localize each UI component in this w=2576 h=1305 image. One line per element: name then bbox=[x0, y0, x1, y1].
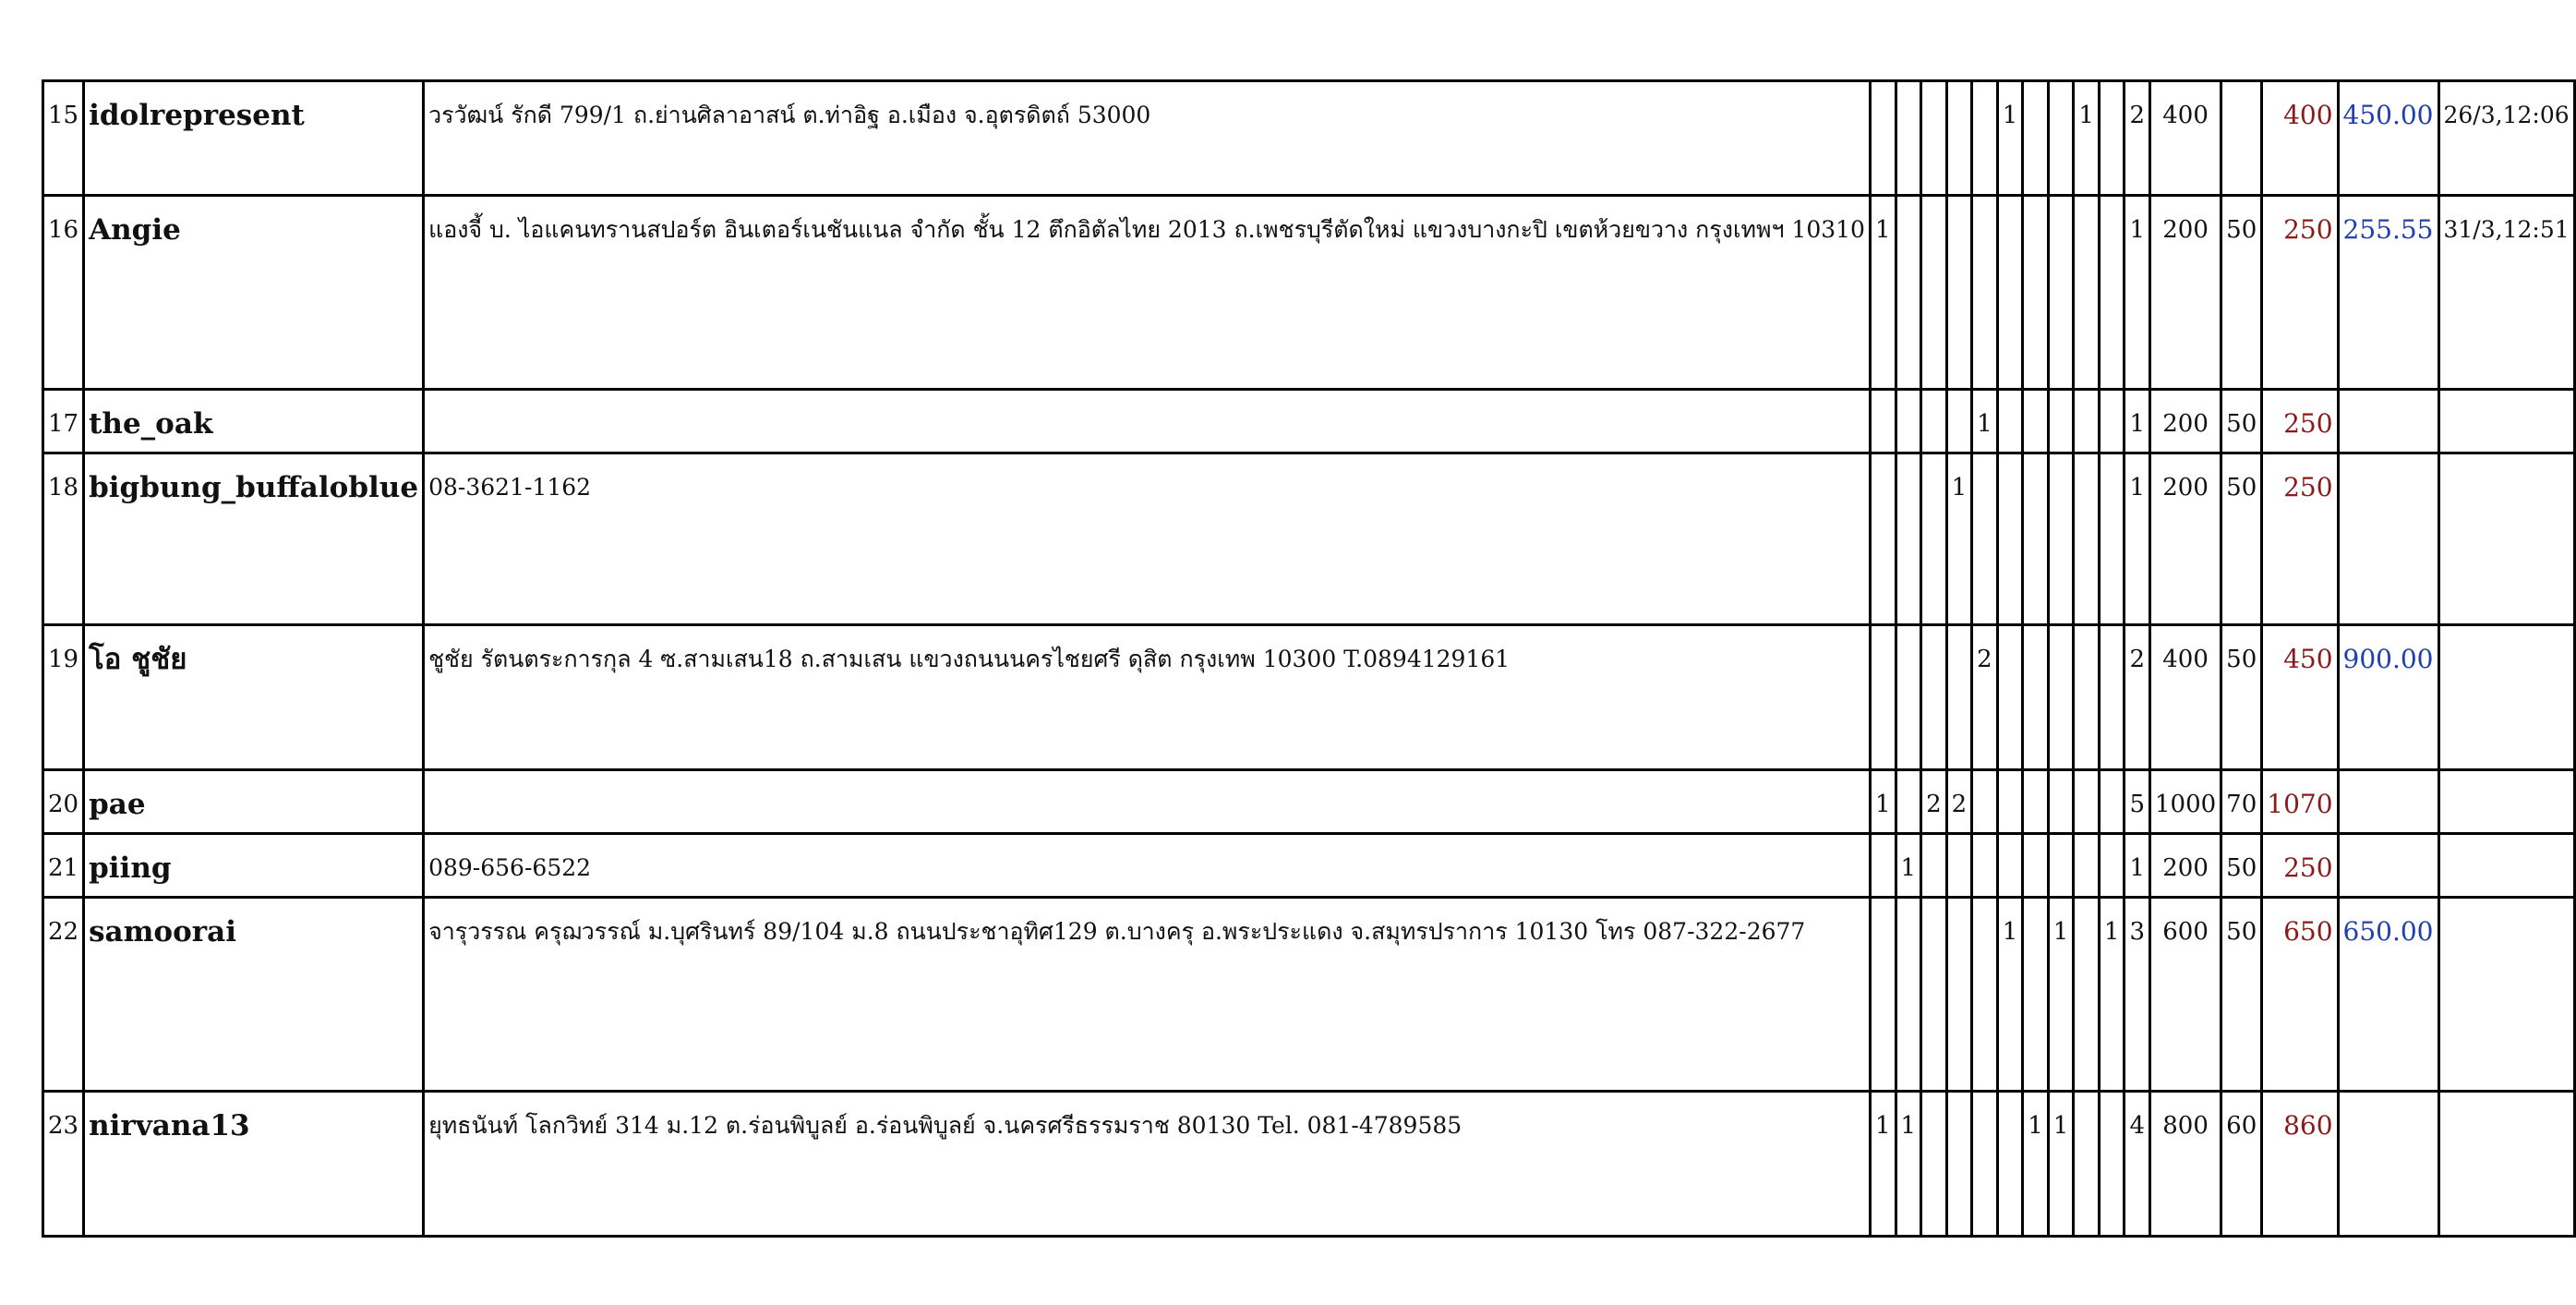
item-quantity-cell bbox=[2048, 196, 2074, 390]
address: 08-3621-1162 bbox=[424, 453, 1871, 625]
table-row bbox=[43, 625, 2575, 770]
item-quantity-cell: 1 bbox=[1870, 770, 1896, 834]
amount-paid: 900.00 bbox=[2338, 625, 2438, 770]
username: Angie bbox=[84, 196, 424, 390]
item-quantity-cell bbox=[1997, 834, 2023, 898]
payment-date bbox=[2438, 453, 2574, 625]
item-quantity-cell bbox=[2074, 453, 2100, 625]
table-row bbox=[43, 770, 2575, 834]
orders-table bbox=[42, 79, 2576, 1238]
amount-paid: 650.00 bbox=[2338, 898, 2438, 1092]
row-number: 15 bbox=[43, 81, 84, 196]
item-quantity-cell bbox=[1997, 196, 2023, 390]
payment-date bbox=[2438, 1092, 2574, 1237]
total-quantity: 2 bbox=[2125, 625, 2150, 770]
row-number: 16 bbox=[43, 196, 84, 390]
item-quantity-cell bbox=[1997, 453, 2023, 625]
total-quantity: 5 bbox=[2125, 770, 2150, 834]
item-quantity-cell: 2 bbox=[1921, 770, 1947, 834]
table-row bbox=[43, 1092, 2575, 1237]
row-number: 18 bbox=[43, 453, 84, 625]
item-quantity-cell bbox=[2099, 625, 2125, 770]
shipping-fee: 50 bbox=[2221, 453, 2262, 625]
item-quantity-cell: 1 bbox=[1870, 1092, 1896, 1237]
item-quantity-cell bbox=[2099, 834, 2125, 898]
item-quantity-cell bbox=[1946, 1092, 1972, 1237]
address bbox=[424, 390, 1871, 453]
item-quantity-cell: 1 bbox=[1896, 1092, 1921, 1237]
address: แองจี้ บ. ไอแคนทรานสปอร์ต อินเตอร์เนชันแนล จำกัด ชั้น 12 ตึกอิตัลไทย 2013 ถ.เพชรบุรีตัดใหม่ แขวงบางกะปิ เขตห้วยขวาง กรุงเทพฯ 10310 bbox=[424, 196, 1871, 390]
shipping-fee: 50 bbox=[2221, 390, 2262, 453]
grand-total: 650 bbox=[2262, 898, 2338, 1092]
grand-total: 250 bbox=[2262, 196, 2338, 390]
username: the_oak bbox=[84, 390, 424, 453]
item-quantity-cell bbox=[2048, 770, 2074, 834]
item-quantity-cell bbox=[1972, 81, 1998, 196]
address bbox=[424, 770, 1871, 834]
row-number: 22 bbox=[43, 898, 84, 1092]
row-number: 19 bbox=[43, 625, 84, 770]
item-quantity-cell bbox=[2099, 770, 2125, 834]
item-quantity-cell bbox=[1921, 196, 1947, 390]
item-quantity-cell bbox=[1870, 390, 1896, 453]
item-quantity-cell bbox=[1946, 898, 1972, 1092]
item-quantity-cell bbox=[1972, 1092, 1998, 1237]
item-quantity-cell bbox=[2023, 625, 2049, 770]
item-quantity-cell bbox=[2048, 625, 2074, 770]
item-quantity-cell bbox=[1972, 453, 1998, 625]
item-quantity-cell bbox=[2074, 1092, 2100, 1237]
subtotal: 200 bbox=[2149, 834, 2221, 898]
item-quantity-cell bbox=[1946, 81, 1972, 196]
row-number: 17 bbox=[43, 390, 84, 453]
item-quantity-cell bbox=[2099, 1092, 2125, 1237]
row-number: 21 bbox=[43, 834, 84, 898]
item-quantity-cell bbox=[2099, 453, 2125, 625]
item-quantity-cell bbox=[1972, 898, 1998, 1092]
total-quantity: 1 bbox=[2125, 834, 2150, 898]
item-quantity-cell bbox=[1896, 390, 1921, 453]
username: piing bbox=[84, 834, 424, 898]
item-quantity-cell: 1 bbox=[1972, 390, 1998, 453]
amount-paid bbox=[2338, 1092, 2438, 1237]
subtotal: 600 bbox=[2149, 898, 2221, 1092]
address: วรวัฒน์ รักดี 799/1 ถ.ย่านศิลาอาสน์ ต.ท่าอิฐ อ.เมือง จ.อุตรดิตถ์ 53000 bbox=[424, 81, 1871, 196]
item-quantity-cell bbox=[2023, 834, 2049, 898]
total-quantity: 2 bbox=[2125, 81, 2150, 196]
amount-paid bbox=[2338, 834, 2438, 898]
table-row bbox=[43, 453, 2575, 625]
item-quantity-cell: 1 bbox=[2048, 898, 2074, 1092]
address: 089-656-6522 bbox=[424, 834, 1871, 898]
item-quantity-cell: 2 bbox=[1946, 770, 1972, 834]
item-quantity-cell bbox=[2023, 81, 2049, 196]
subtotal: 200 bbox=[2149, 453, 2221, 625]
shipping-fee: 70 bbox=[2221, 770, 2262, 834]
item-quantity-cell bbox=[2074, 196, 2100, 390]
item-quantity-cell bbox=[1997, 625, 2023, 770]
item-quantity-cell: 1 bbox=[1946, 453, 1972, 625]
payment-date bbox=[2438, 390, 2574, 453]
subtotal: 200 bbox=[2149, 390, 2221, 453]
item-quantity-cell: 1 bbox=[1870, 196, 1896, 390]
shipping-fee: 50 bbox=[2221, 625, 2262, 770]
item-quantity-cell: 2 bbox=[1972, 625, 1998, 770]
table-row bbox=[43, 390, 2575, 453]
item-quantity-cell bbox=[2023, 898, 2049, 1092]
address: ชูชัย รัตนตระการกุล 4 ซ.สามเสน18 ถ.สามเสน แขวงถนนนครไชยศรี ดุสิต กรุงเทพ 10300 T.0894129161 bbox=[424, 625, 1871, 770]
item-quantity-cell bbox=[1946, 196, 1972, 390]
item-quantity-cell bbox=[2074, 834, 2100, 898]
item-quantity-cell bbox=[2023, 770, 2049, 834]
item-quantity-cell bbox=[2048, 834, 2074, 898]
item-quantity-cell bbox=[1921, 81, 1947, 196]
username: โอ ชูชัย bbox=[84, 625, 424, 770]
item-quantity-cell bbox=[2074, 390, 2100, 453]
total-quantity: 3 bbox=[2125, 898, 2150, 1092]
grand-total: 1070 bbox=[2262, 770, 2338, 834]
grand-total: 250 bbox=[2262, 390, 2338, 453]
grand-total: 250 bbox=[2262, 453, 2338, 625]
item-quantity-cell bbox=[1921, 390, 1947, 453]
shipping-fee: 50 bbox=[2221, 898, 2262, 1092]
shipping-fee: 50 bbox=[2221, 196, 2262, 390]
username: bigbung_buffaloblue bbox=[84, 453, 424, 625]
item-quantity-cell bbox=[2074, 898, 2100, 1092]
item-quantity-cell bbox=[1946, 625, 1972, 770]
item-quantity-cell bbox=[1896, 196, 1921, 390]
item-quantity-cell bbox=[1997, 770, 2023, 834]
table-row bbox=[43, 196, 2575, 390]
address: จารุวรรณ ครุฌวรรณ์ ม.บุศรินทร์ 89/104 ม.8 ถนนประชาอุทิศ129 ต.บางครุ อ.พระประแดง จ.สมุทรปราการ 10130 โทร 087-322-2677 bbox=[424, 898, 1871, 1092]
item-quantity-cell bbox=[1997, 390, 2023, 453]
item-quantity-cell bbox=[2099, 390, 2125, 453]
item-quantity-cell bbox=[2099, 196, 2125, 390]
payment-date: 26/3,12:06 bbox=[2438, 81, 2574, 196]
row-number: 20 bbox=[43, 770, 84, 834]
item-quantity-cell: 1 bbox=[1997, 81, 2023, 196]
item-quantity-cell bbox=[2099, 81, 2125, 196]
item-quantity-cell bbox=[1921, 625, 1947, 770]
item-quantity-cell bbox=[1870, 625, 1896, 770]
shipping-fee: 50 bbox=[2221, 834, 2262, 898]
total-quantity: 1 bbox=[2125, 453, 2150, 625]
item-quantity-cell bbox=[2023, 390, 2049, 453]
payment-date bbox=[2438, 898, 2574, 1092]
item-quantity-cell: 1 bbox=[2023, 1092, 2049, 1237]
item-quantity-cell bbox=[2074, 770, 2100, 834]
item-quantity-cell bbox=[1972, 196, 1998, 390]
payment-date bbox=[2438, 834, 2574, 898]
item-quantity-cell bbox=[2023, 196, 2049, 390]
payment-date bbox=[2438, 770, 2574, 834]
username: nirvana13 bbox=[84, 1092, 424, 1237]
item-quantity-cell bbox=[1946, 834, 1972, 898]
grand-total: 250 bbox=[2262, 834, 2338, 898]
grand-total: 860 bbox=[2262, 1092, 2338, 1237]
item-quantity-cell bbox=[1997, 1092, 2023, 1237]
subtotal: 800 bbox=[2149, 1092, 2221, 1237]
subtotal: 1000 bbox=[2149, 770, 2221, 834]
username: pae bbox=[84, 770, 424, 834]
item-quantity-cell bbox=[1896, 770, 1921, 834]
subtotal: 400 bbox=[2149, 625, 2221, 770]
shipping-fee bbox=[2221, 81, 2262, 196]
table-row bbox=[43, 898, 2575, 1092]
grand-total: 400 bbox=[2262, 81, 2338, 196]
item-quantity-cell bbox=[1896, 81, 1921, 196]
item-quantity-cell bbox=[1921, 898, 1947, 1092]
address: ยุทธนันท์ โลกวิทย์ 314 ม.12 ต.ร่อนพิบูลย์ อ.ร่อนพิบูลย์ จ.นครศรีธรรมราช 80130 Tel. 081-4789585 bbox=[424, 1092, 1871, 1237]
item-quantity-cell bbox=[2023, 453, 2049, 625]
total-quantity: 1 bbox=[2125, 390, 2150, 453]
table-row bbox=[43, 834, 2575, 898]
subtotal: 400 bbox=[2149, 81, 2221, 196]
grand-total: 450 bbox=[2262, 625, 2338, 770]
item-quantity-cell bbox=[1946, 390, 1972, 453]
item-quantity-cell bbox=[1870, 453, 1896, 625]
amount-paid: 255.55 bbox=[2338, 196, 2438, 390]
item-quantity-cell: 1 bbox=[1896, 834, 1921, 898]
item-quantity-cell bbox=[2048, 81, 2074, 196]
item-quantity-cell bbox=[1921, 1092, 1947, 1237]
item-quantity-cell: 1 bbox=[2099, 898, 2125, 1092]
item-quantity-cell: 1 bbox=[2048, 1092, 2074, 1237]
subtotal: 200 bbox=[2149, 196, 2221, 390]
payment-date bbox=[2438, 625, 2574, 770]
shipping-fee: 60 bbox=[2221, 1092, 2262, 1237]
item-quantity-cell bbox=[1896, 453, 1921, 625]
amount-paid: 450.00 bbox=[2338, 81, 2438, 196]
username: samoorai bbox=[84, 898, 424, 1092]
item-quantity-cell bbox=[1972, 770, 1998, 834]
item-quantity-cell bbox=[1870, 81, 1896, 196]
item-quantity-cell bbox=[2048, 390, 2074, 453]
item-quantity-cell bbox=[1921, 834, 1947, 898]
item-quantity-cell: 1 bbox=[1997, 898, 2023, 1092]
total-quantity: 1 bbox=[2125, 196, 2150, 390]
amount-paid bbox=[2338, 390, 2438, 453]
item-quantity-cell bbox=[1896, 625, 1921, 770]
item-quantity-cell bbox=[1870, 834, 1896, 898]
payment-date: 31/3,12:51 bbox=[2438, 196, 2574, 390]
table-row bbox=[43, 81, 2575, 196]
item-quantity-cell bbox=[1972, 834, 1998, 898]
amount-paid bbox=[2338, 453, 2438, 625]
total-quantity: 4 bbox=[2125, 1092, 2150, 1237]
table-body bbox=[43, 81, 2575, 1237]
item-quantity-cell bbox=[2074, 625, 2100, 770]
item-quantity-cell bbox=[1921, 453, 1947, 625]
item-quantity-cell: 1 bbox=[2074, 81, 2100, 196]
username: idolrepresent bbox=[84, 81, 424, 196]
row-number: 23 bbox=[43, 1092, 84, 1237]
item-quantity-cell bbox=[1870, 898, 1896, 1092]
amount-paid bbox=[2338, 770, 2438, 834]
item-quantity-cell bbox=[1896, 898, 1921, 1092]
item-quantity-cell bbox=[2048, 453, 2074, 625]
